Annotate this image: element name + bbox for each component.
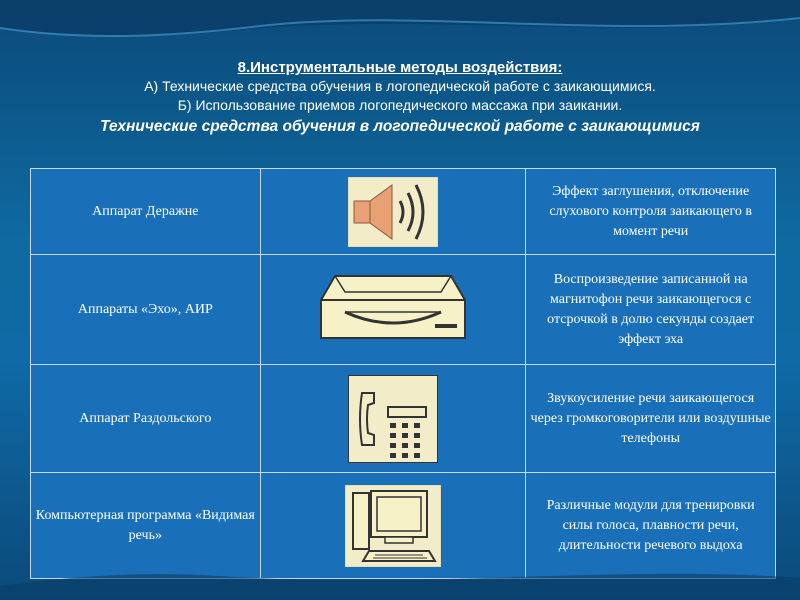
top-wave-decoration <box>0 0 800 60</box>
cd-drive-icon <box>315 272 471 348</box>
method-name: Аппараты «Эхо», АИР <box>31 255 261 365</box>
table-row <box>31 365 776 473</box>
method-description: Различные модули для тренировки силы голоса, плавности речи, длительности речевого выдоха <box>526 473 776 579</box>
method-name: Аппарат Раздольского <box>31 365 261 473</box>
method-description: Звукоусиление речи заикающегося через громкоговорители или воздушные телефоны <box>526 365 776 473</box>
method-name: Аппарат Деражне <box>31 169 261 255</box>
slide-heading <box>0 58 800 139</box>
table-subtitle: Технические средства обучения в логопедической работе с заикающимися <box>100 118 700 135</box>
heading-line-b: Б) Использование приемов логопедического массажа при заикании. <box>177 97 623 113</box>
telephone-icon <box>348 375 438 463</box>
slide-title: 8.Инструментальные методы воздействия: <box>237 59 563 76</box>
method-name: Компьютерная программа «Видимая речь» <box>31 473 261 579</box>
heading-line-a: А) Технические средства обучения в логопедической работе с заикающимися. <box>144 78 656 94</box>
method-description: Эффект заглушения, отключение слухового контроля заикающего в момент речи <box>526 169 776 255</box>
speaker-icon <box>348 177 438 247</box>
methods-table <box>30 168 776 579</box>
computer-icon <box>345 485 441 567</box>
table-row <box>31 473 776 579</box>
table-row <box>31 255 776 365</box>
table-row <box>31 169 776 255</box>
method-description: Воспроизведение записанной на магнитофон речи заикающегося с отсрочкой в долю секунды создает эффект эха <box>526 255 776 365</box>
